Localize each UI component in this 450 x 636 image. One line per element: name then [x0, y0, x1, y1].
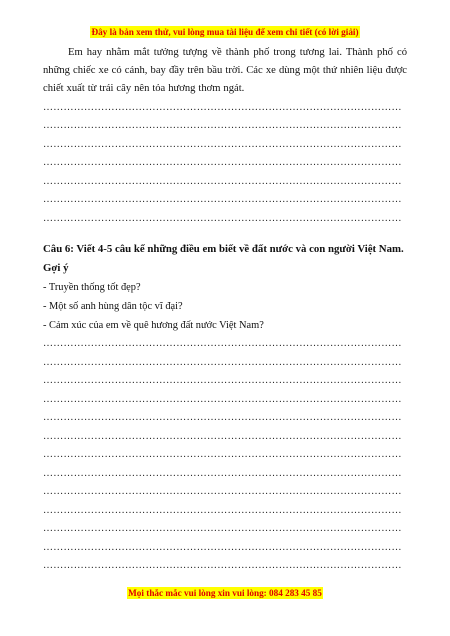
answer-line: ……………………………………………………………………………………………: [43, 120, 402, 132]
preview-notice-text: Đây là bản xem thử, vui lòng mua tài liệu để xem chi tiết (có lời giải): [91, 27, 359, 37]
answer-lines-block-1: [43, 99, 407, 229]
answer-line: ……………………………………………………………………………………………: [43, 356, 402, 368]
answer-line: ……………………………………………………………………………………………: [43, 430, 402, 442]
answer-line: ……………………………………………………………………………………………: [43, 138, 402, 150]
hint-item: - Một số anh hùng dân tộc vĩ đại?: [43, 301, 183, 313]
answer-line: ……………………………………………………………………………………………: [43, 486, 402, 498]
intro-paragraph: Em hay nhằm mắt tưởng tượng về thành phố trong tương lai. Thành phố có những chiếc xe có cánh, bay đầy trên bầu trời. Các xe dùng một thứ nhiên liệu được chiết xuất từ trái cây nên tỏa hương thơm ngát.: [43, 47, 407, 95]
answer-line: ……………………………………………………………………………………………: [43, 101, 402, 113]
hint-title: Gợi ý: [43, 262, 69, 275]
answer-line: ……………………………………………………………………………………………: [43, 375, 402, 387]
answer-line: ……………………………………………………………………………………………: [43, 194, 402, 206]
answer-line: ……………………………………………………………………………………………: [43, 393, 402, 405]
answer-line: ……………………………………………………………………………………………: [43, 175, 402, 187]
answer-line: ……………………………………………………………………………………………: [43, 412, 402, 424]
answer-line: ……………………………………………………………………………………………: [43, 523, 402, 535]
answer-line: ……………………………………………………………………………………………: [43, 560, 402, 572]
document-body: [43, 44, 407, 576]
answer-line: ……………………………………………………………………………………………: [43, 541, 402, 553]
answer-line: ……………………………………………………………………………………………: [43, 467, 402, 479]
answer-line: ……………………………………………………………………………………………: [43, 338, 402, 350]
question-6-heading: Câu 6: Viết 4-5 câu kể những điều em biết về đất nước và con người Việt Nam.: [43, 243, 404, 256]
answer-line: ……………………………………………………………………………………………: [43, 504, 402, 516]
hint-item: - Truyền thống tốt đẹp?: [43, 282, 141, 294]
answer-line: ……………………………………………………………………………………………: [43, 449, 402, 461]
hint-item: - Cảm xúc của em về quê hương đất nước Việt Nam?: [43, 320, 264, 332]
contact-notice-text: Mọi thắc mắc vui lòng xin vui lòng: 084 283 45 85: [128, 588, 322, 598]
answer-line: ……………………………………………………………………………………………: [43, 212, 402, 224]
contact-notice-banner: [0, 588, 450, 598]
preview-notice-banner: [0, 27, 450, 37]
answer-lines-block-2: [43, 335, 407, 576]
answer-line: ……………………………………………………………………………………………: [43, 157, 402, 169]
